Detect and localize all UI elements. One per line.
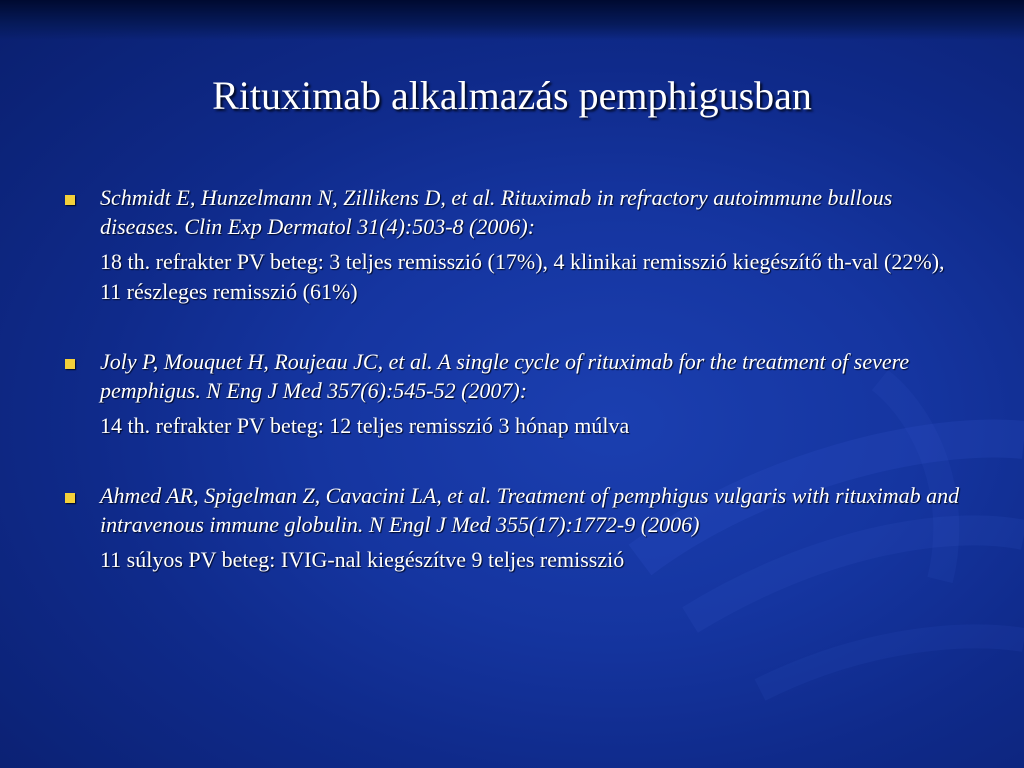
reference-list <box>60 183 960 615</box>
slide-top-band <box>0 0 1024 40</box>
result-text: 14 th. refrakter PV beteg: 12 teljes remisszió 3 hónap múlva <box>100 413 630 438</box>
square-bullet-icon <box>65 359 75 369</box>
reference-item <box>60 347 960 441</box>
citation-text: Ahmed AR, Spigelman Z, Cavacini LA, et al. Treatment of pemphigus vulgaris with rituximab and intravenous immune globulin. N Engl J Med 355(17):1772-9 (2006) <box>100 483 960 537</box>
reference-item <box>60 183 960 307</box>
citation-text: Joly P, Mouquet H, Roujeau JC, et al. A single cycle of rituximab for the treatment of severe pemphigus. N Eng J Med 357(6):545-52 (2007): <box>100 349 910 403</box>
result-text: 18 th. refrakter PV beteg: 3 teljes remisszió (17%), 4 klinikai remisszió kiegészítő th-val (22%), 11 részleges remisszió (61%) <box>100 249 945 304</box>
square-bullet-icon <box>65 195 75 205</box>
result-text: 11 súlyos PV beteg: IVIG-nal kiegészítve 9 teljes remisszió <box>100 547 625 572</box>
reference-item <box>60 481 960 575</box>
citation-text: Schmidt E, Hunzelmann N, Zillikens D, et al. Rituximab in refractory autoimmune bullous diseases. Clin Exp Dermatol 31(4):503-8 (2006): <box>100 185 893 239</box>
slide-title: Rituximab alkalmazás pemphigusban <box>212 73 812 118</box>
square-bullet-icon <box>65 493 75 503</box>
